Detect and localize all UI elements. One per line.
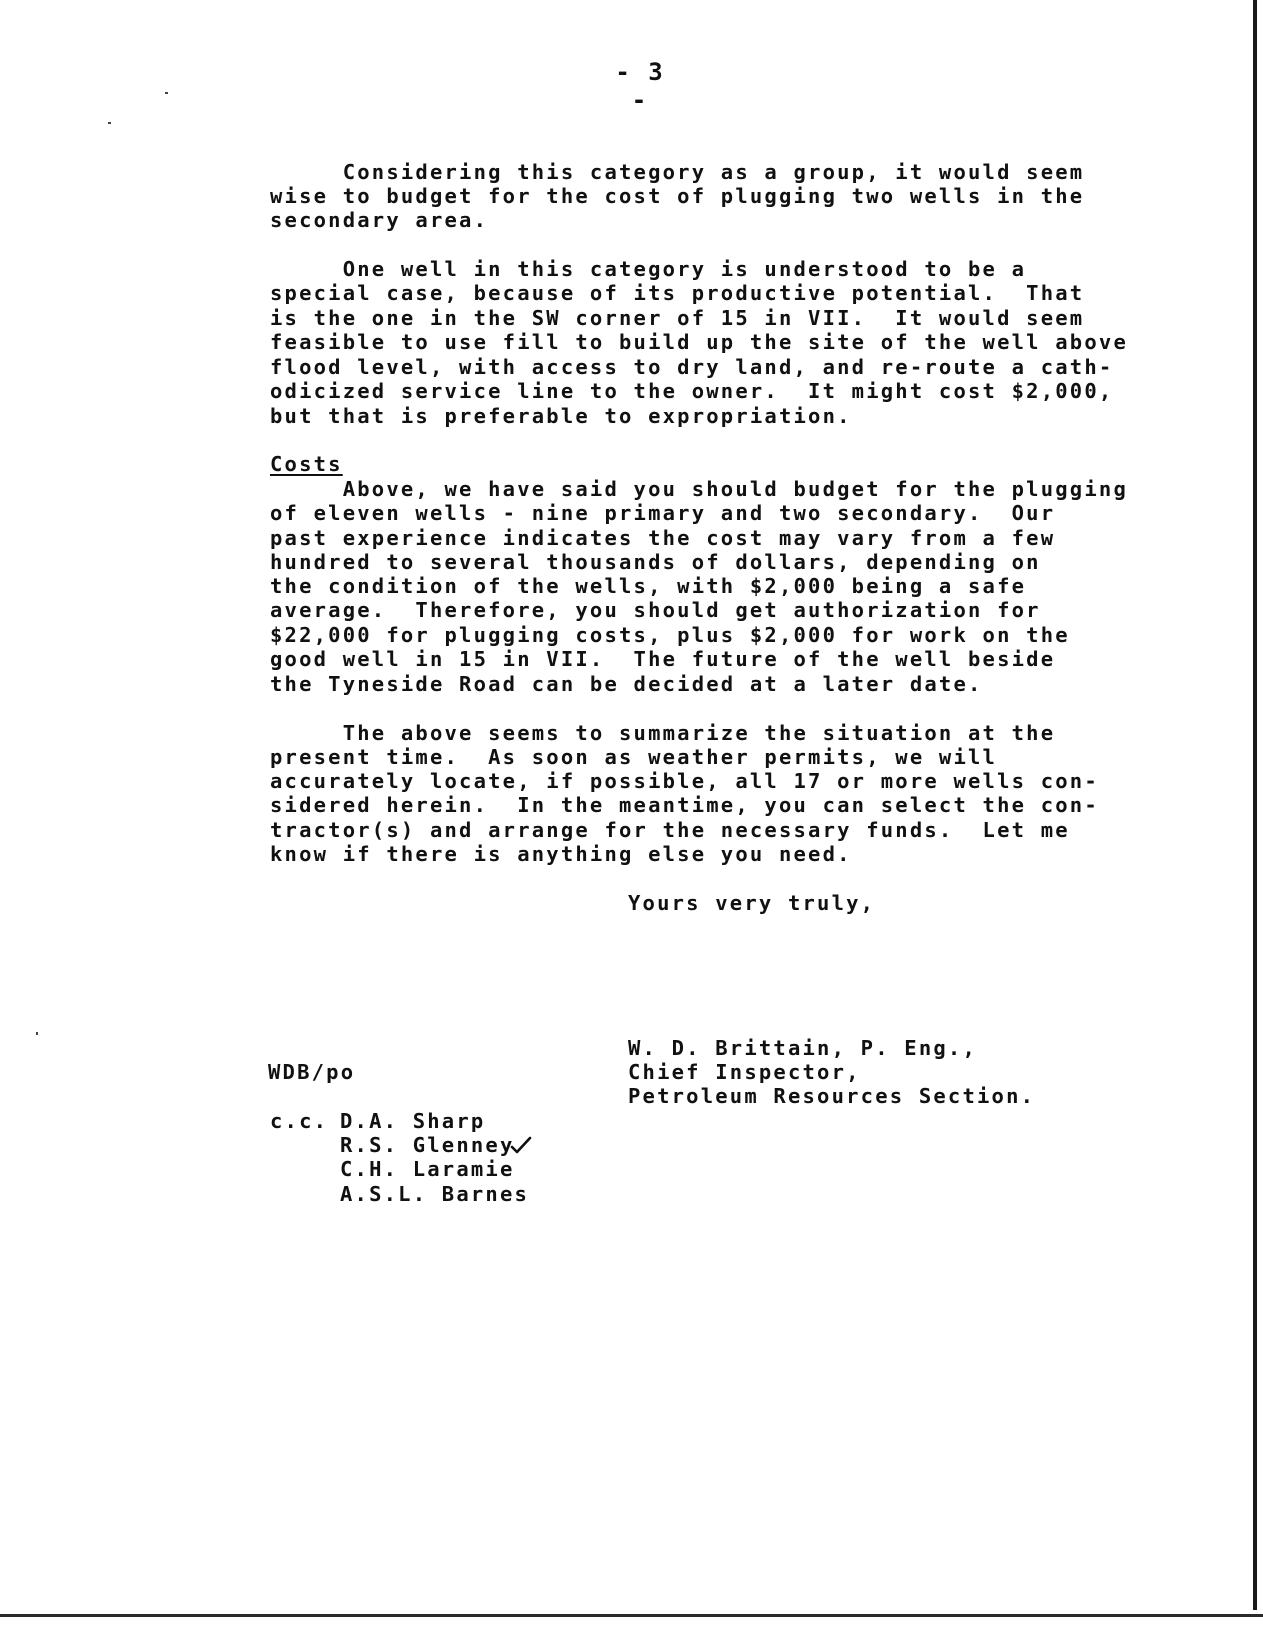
text-line: but that is preferable to expropriation.: [270, 404, 852, 428]
closing-salutation: Yours very truly,: [628, 891, 876, 915]
text-line: the condition of the wells, with $2,000 being a safe: [270, 574, 1027, 598]
cc-recipient: C.H. Laramie: [340, 1157, 515, 1181]
text-line: past experience indicates the cost may vary from a few: [270, 526, 1056, 550]
text-line: good well in 15 in VII. The future of the well beside: [270, 647, 1056, 671]
text-line: $22,000 for plugging costs, plus $2,000 for work on the: [270, 623, 1070, 647]
text-line: the Tyneside Road can be decided at a later date.: [270, 672, 983, 696]
cc-label: c.c.: [270, 1109, 329, 1133]
text-line: tractor(s) and arrange for the necessary funds. Let me: [270, 818, 1070, 842]
text-line: flood level, with access to dry land, and re-route a cath-: [270, 355, 1114, 379]
text-line: accurately locate, if possible, all 17 or more wells con-: [270, 769, 1099, 793]
typist-initials: WDB/po: [268, 1060, 356, 1084]
page-number: - 3 -: [615, 58, 665, 114]
scan-speck: [108, 122, 111, 124]
text-line: Above, we have said you should budget for the plugging: [270, 477, 1128, 501]
text-line: is the one in the SW corner of 15 in VII. It would seem: [270, 306, 1085, 330]
section-heading-costs: Costs: [270, 452, 343, 476]
text-line: The above seems to summarize the situation at the: [270, 721, 1056, 745]
signer-section: Petroleum Resources Section.: [628, 1084, 1036, 1108]
cc-recipient: D.A. Sharp: [340, 1109, 486, 1133]
cc-recipient: R.S. Glenney: [340, 1133, 515, 1157]
text-line: feasible to use fill to build up the site of the well above: [270, 330, 1128, 354]
text-line: wise to budget for the cost of plugging two wells in the: [270, 184, 1085, 208]
scan-speck: [165, 92, 168, 94]
text-line: of eleven wells - nine primary and two secondary. Our: [270, 501, 1056, 525]
cc-recipient: A.S.L. Barnes: [340, 1182, 530, 1206]
text-line: Considering this category as a group, it would seem: [270, 160, 1085, 184]
text-line: special case, because of its productive potential. That: [270, 281, 1085, 305]
text-line: sidered herein. In the meantime, you can select the con-: [270, 793, 1099, 817]
text-line: odicized service line to the owner. It might cost $2,000,: [270, 379, 1114, 403]
signer-name: W. D. Brittain, P. Eng.,: [628, 1036, 978, 1060]
scan-edge-right: [1253, 0, 1257, 1610]
scan-speck: [36, 1032, 38, 1035]
text-line: average. Therefore, you should get authorization for: [270, 598, 1041, 622]
text-line: secondary area.: [270, 208, 489, 232]
text-line: hundred to several thousands of dollars, depending on: [270, 550, 1041, 574]
text-line: know if there is anything else you need.: [270, 842, 852, 866]
text-line: One well in this category is understood to be a: [270, 257, 1027, 281]
scan-edge-bottom: [0, 1614, 1263, 1617]
signer-title: Chief Inspector,: [628, 1060, 861, 1084]
text-line: present time. As soon as weather permits, we will: [270, 745, 998, 769]
checkmark-icon: [510, 1135, 532, 1157]
